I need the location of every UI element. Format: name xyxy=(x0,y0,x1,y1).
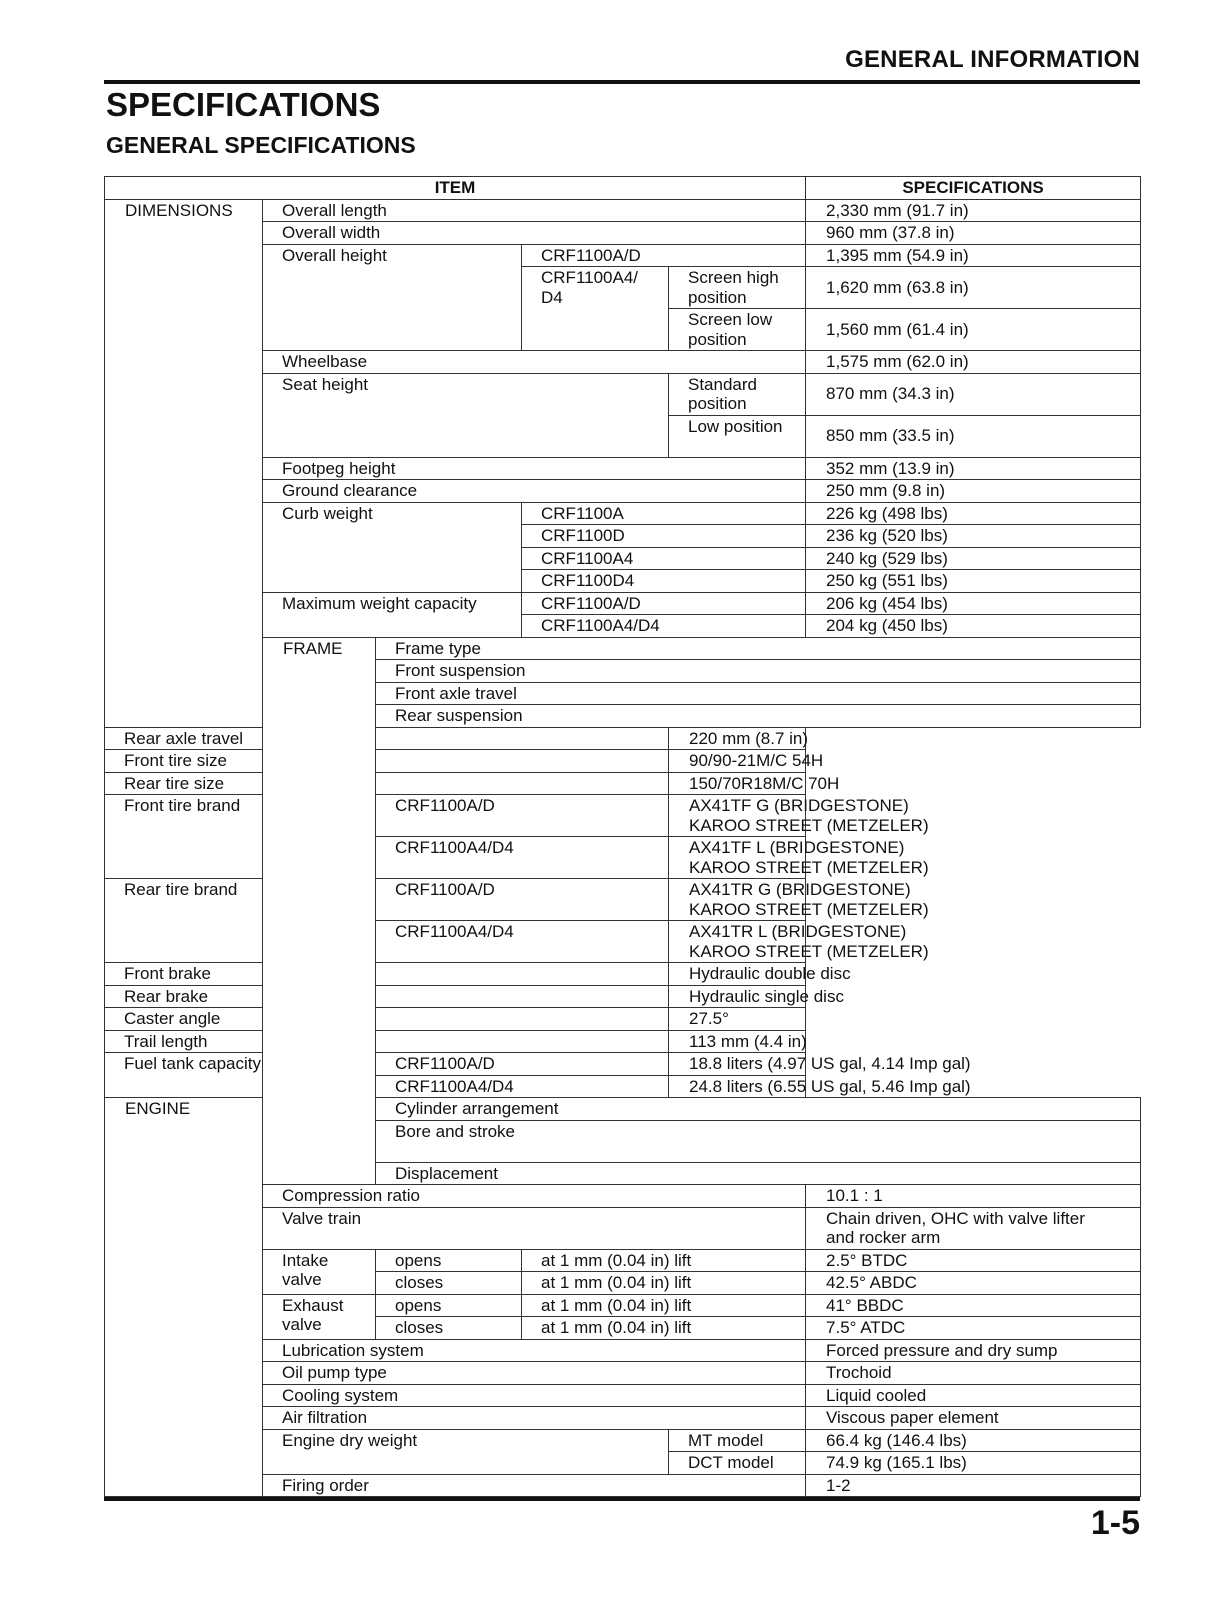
header-specifications: SPECIFICATIONS xyxy=(806,177,1141,200)
item-label: Air filtration xyxy=(263,1407,806,1430)
bottom-rule xyxy=(104,1497,1140,1501)
spec-value: 250 mm (9.8 in) xyxy=(806,480,1141,503)
spec-value: 850 mm (33.5 in) xyxy=(806,415,1141,457)
table-row xyxy=(105,1098,1141,1121)
item-label: Maximum weight capacity xyxy=(263,592,522,637)
item-label: Exhaust valve xyxy=(263,1294,376,1339)
item-label: Compression ratio xyxy=(263,1185,806,1208)
item-label: Engine dry weight xyxy=(263,1429,669,1474)
spec-value: 2,330 mm (91.7 in) xyxy=(806,199,1141,222)
page-number: 1-5 xyxy=(1090,1504,1140,1542)
model-label: CRF1100D4 xyxy=(522,570,806,593)
item-label: Cylinder arrangement xyxy=(376,1098,1141,1121)
lift-label: at 1 mm (0.04 in) lift xyxy=(522,1272,806,1295)
item-label: Footpeg height xyxy=(263,457,806,480)
spec-line: AX41TR G (BRIDGESTONE) xyxy=(689,880,911,899)
table-row xyxy=(105,727,1141,750)
table-header-row xyxy=(105,177,1141,200)
model-label: MT model xyxy=(669,1429,806,1452)
item-label: Front tire brand xyxy=(105,795,376,879)
lift-label: at 1 mm (0.04 in) lift xyxy=(522,1317,806,1340)
spec-value xyxy=(669,921,929,963)
spec-value: 204 kg (450 lbs) xyxy=(806,615,1141,638)
spec-value: Trochoid xyxy=(806,1362,1141,1385)
spec-line: KAROO STREET (METZELER) xyxy=(689,857,929,877)
spec-line: and rocker arm xyxy=(826,1228,941,1247)
valve-event-label: opens xyxy=(376,1249,522,1272)
spec-value xyxy=(669,879,929,921)
table-row xyxy=(105,795,1141,837)
item-label: Caster angle xyxy=(105,1008,669,1031)
spec-value: Liquid cooled xyxy=(806,1384,1141,1407)
top-rule xyxy=(104,80,1140,84)
table-row xyxy=(105,1053,1141,1076)
item-label: Rear axle travel xyxy=(105,727,669,750)
table-row xyxy=(105,772,1141,795)
item-label: Frame type xyxy=(376,637,1141,660)
category-dimensions: DIMENSIONS xyxy=(105,199,263,727)
lift-label: at 1 mm (0.04 in) lift xyxy=(522,1294,806,1317)
page-title: SPECIFICATIONS xyxy=(106,86,381,123)
table-row xyxy=(105,750,1141,773)
model-label: CRF1100A/D xyxy=(522,244,806,267)
item-label: Overall length xyxy=(263,199,806,222)
item-label: Front axle travel xyxy=(376,682,1141,705)
spec-value xyxy=(806,1207,1141,1249)
model-label: CRF1100A/D xyxy=(376,879,669,921)
spec-value: 960 mm (37.8 in) xyxy=(806,222,1141,245)
model-label: CRF1100A/D xyxy=(376,795,669,837)
spec-line: Chain driven, OHC with valve lifter xyxy=(826,1208,1085,1228)
spec-value: 250 kg (551 lbs) xyxy=(806,570,1141,593)
model-label: CRF1100A/D xyxy=(522,592,806,615)
spec-value: 7.5° ATDC xyxy=(806,1317,1141,1340)
spec-value xyxy=(669,837,929,879)
position-label: Screen high position xyxy=(669,267,806,309)
valve-event-label: closes xyxy=(376,1272,522,1295)
item-label: Rear tire size xyxy=(105,772,669,795)
spec-value: 66.4 kg (146.4 lbs) xyxy=(806,1429,1141,1452)
item-label: Curb weight xyxy=(263,502,522,592)
specifications-table xyxy=(104,176,1141,1497)
spec-value: 1,575 mm (62.0 in) xyxy=(806,351,1141,374)
valve-event-label: opens xyxy=(376,1294,522,1317)
spec-value: 1,560 mm (61.4 in) xyxy=(806,309,1141,351)
model-label: DCT model xyxy=(669,1452,806,1475)
item-label: Ground clearance xyxy=(263,480,806,503)
table-row xyxy=(105,199,1141,222)
lift-label: at 1 mm (0.04 in) lift xyxy=(522,1249,806,1272)
spec-value: 18.8 liters (4.97 US gal, 4.14 Imp gal) xyxy=(669,1053,806,1076)
table-row xyxy=(105,1030,1141,1053)
model-label: CRF1100A/D xyxy=(376,1053,669,1076)
model-label: CRF1100A4/D4 xyxy=(376,921,669,963)
position-label: Standard position xyxy=(669,373,806,415)
item-label: Overall height xyxy=(263,244,522,351)
spec-value: 150/70R18M/C 70H xyxy=(669,772,806,795)
spec-value xyxy=(669,795,929,837)
valve-event-label: closes xyxy=(376,1317,522,1340)
table-row xyxy=(105,1008,1141,1031)
spec-value: 90/90-21M/C 54H xyxy=(669,750,806,773)
item-label: Fuel tank capacity xyxy=(105,1053,376,1098)
item-label: Firing order xyxy=(263,1474,806,1497)
spec-value: 42.5° ABDC xyxy=(806,1272,1141,1295)
spec-value: 1-2 xyxy=(806,1474,1141,1497)
item-label: Intake valve xyxy=(263,1249,376,1294)
model-label: CRF1100A4 xyxy=(522,547,806,570)
position-label: Low position xyxy=(669,415,806,457)
item-label: Front brake xyxy=(105,963,669,986)
spec-value: 27.5° xyxy=(669,1008,806,1031)
sub-title: GENERAL SPECIFICATIONS xyxy=(106,132,416,158)
spec-line: KAROO STREET (METZELER) xyxy=(689,815,929,835)
spec-value: 220 mm (8.7 in) xyxy=(669,727,806,750)
item-label: Front suspension xyxy=(376,660,1141,683)
item-label: Bore and stroke xyxy=(376,1120,1141,1162)
model-label: CRF1100A4/ D4 xyxy=(522,267,669,351)
item-label: Cooling system xyxy=(263,1384,806,1407)
header-item: ITEM xyxy=(105,177,806,200)
item-label: Oil pump type xyxy=(263,1362,806,1385)
spec-value: Hydraulic single disc xyxy=(669,985,806,1008)
spec-value: 240 kg (529 lbs) xyxy=(806,547,1141,570)
item-label: Trail length xyxy=(105,1030,669,1053)
spec-value: Hydraulic double disc xyxy=(669,963,806,986)
item-label: Rear tire brand xyxy=(105,879,376,963)
spec-value: 1,395 mm (54.9 in) xyxy=(806,244,1141,267)
spec-value: 24.8 liters (6.55 US gal, 5.46 Imp gal) xyxy=(669,1075,806,1098)
spec-value: Viscous paper element xyxy=(806,1407,1141,1430)
table-row xyxy=(105,985,1141,1008)
spec-value: 74.9 kg (165.1 lbs) xyxy=(806,1452,1141,1475)
spec-value: 236 kg (520 lbs) xyxy=(806,525,1141,548)
item-label: Wheelbase xyxy=(263,351,806,374)
item-label: Rear brake xyxy=(105,985,669,1008)
spec-line: KAROO STREET (METZELER) xyxy=(689,899,929,919)
item-label: Front tire size xyxy=(105,750,669,773)
spec-line: AX41TR L (BRIDGESTONE) xyxy=(689,922,907,941)
spec-value: 10.1 : 1 xyxy=(806,1185,1141,1208)
category-engine: ENGINE xyxy=(105,1098,263,1497)
spec-value: 113 mm (4.4 in) xyxy=(669,1030,806,1053)
spec-value: 226 kg (498 lbs) xyxy=(806,502,1141,525)
spec-value: 41° BBDC xyxy=(806,1294,1141,1317)
section-title: GENERAL INFORMATION xyxy=(845,46,1140,73)
item-label: Displacement xyxy=(376,1162,1141,1185)
spec-line: AX41TF G (BRIDGESTONE) xyxy=(689,796,909,815)
model-label: CRF1100D xyxy=(522,525,806,548)
item-label: Valve train xyxy=(263,1207,806,1249)
category-frame: FRAME xyxy=(263,637,376,1185)
spec-value: 2.5° BTDC xyxy=(806,1249,1141,1272)
spec-value: Forced pressure and dry sump xyxy=(806,1339,1141,1362)
spec-value: 1,620 mm (63.8 in) xyxy=(806,267,1141,309)
table-row xyxy=(105,879,1141,921)
item-label: Lubrication system xyxy=(263,1339,806,1362)
item-label: Rear suspension xyxy=(376,705,1141,728)
spec-line: KAROO STREET (METZELER) xyxy=(689,941,929,961)
table-row xyxy=(105,963,1141,986)
spec-line: AX41TF L (BRIDGESTONE) xyxy=(689,838,905,857)
model-label: CRF1100A4/D4 xyxy=(376,1075,669,1098)
item-label: Seat height xyxy=(263,373,669,457)
model-label: CRF1100A4/D4 xyxy=(522,615,806,638)
item-label: Overall width xyxy=(263,222,806,245)
spec-value: 206 kg (454 lbs) xyxy=(806,592,1141,615)
spec-value: 352 mm (13.9 in) xyxy=(806,457,1141,480)
model-label: CRF1100A4/D4 xyxy=(376,837,669,879)
model-label: CRF1100A xyxy=(522,502,806,525)
position-label: Screen low position xyxy=(669,309,806,351)
spec-value: 870 mm (34.3 in) xyxy=(806,373,1141,415)
